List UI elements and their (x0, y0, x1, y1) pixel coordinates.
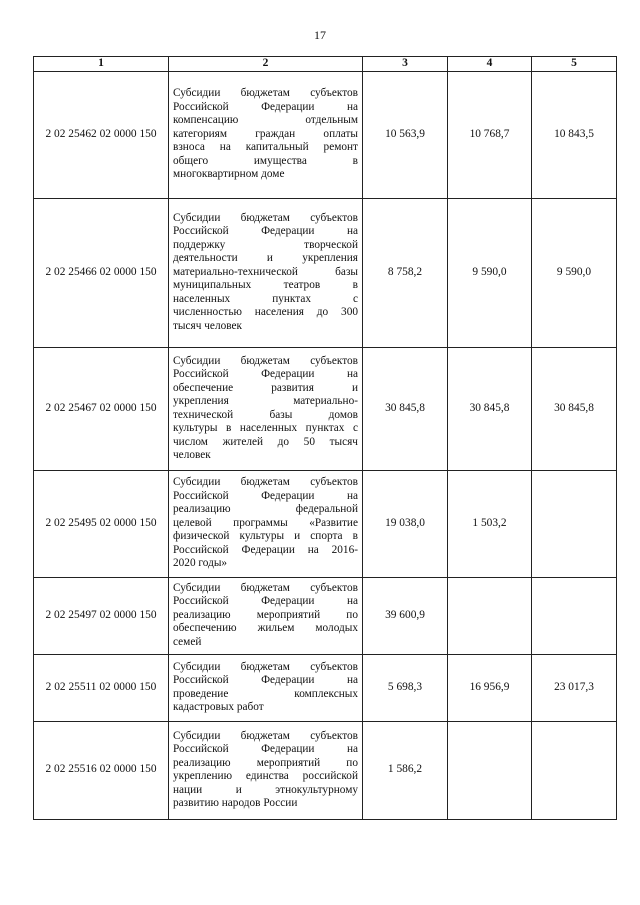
amount-cell-col3: 1 586,2 (363, 721, 448, 819)
amount-cell-col5: 9 590,0 (532, 198, 617, 347)
table-row (34, 347, 617, 470)
description-line: целевой программы «Развитие (173, 516, 358, 529)
table-row (34, 654, 617, 721)
description-line: человек (173, 449, 211, 462)
description-cell (169, 654, 363, 721)
description-line: кадастровых работ (173, 701, 264, 714)
amount-cell-col3: 10 563,9 (363, 71, 448, 198)
description-line: компенсацию отдельным (173, 114, 358, 127)
description-line: проведение комплексных (173, 687, 358, 700)
table-row (34, 721, 617, 819)
description-line: Российской Федерации на (173, 489, 358, 502)
amount-cell-col5: 30 845,8 (532, 347, 617, 470)
budget-code-cell: 2 02 25516 02 0000 150 (34, 721, 169, 819)
amount-cell-col5 (532, 577, 617, 654)
amount-cell-col5 (532, 721, 617, 819)
description-line: укрепления материально- (173, 395, 358, 408)
page-number: 17 (314, 28, 326, 42)
amount-cell-col3: 39 600,9 (363, 577, 448, 654)
column-header-3: 3 (363, 57, 448, 72)
description-cell (169, 470, 363, 577)
description-line: реализацию мероприятий по (173, 756, 358, 769)
table-row (34, 470, 617, 577)
description-line: технической базы домов (173, 408, 358, 421)
amount-cell-col5 (532, 470, 617, 577)
description-line: деятельности и укрепления (173, 252, 358, 265)
description-line: Российской Федерации на (173, 368, 358, 381)
description-line: Субсидии бюджетам субъектов (173, 354, 358, 367)
description-line: взноса на капитальный ремонт (173, 141, 358, 154)
description-line: поддержку творческой (173, 238, 358, 251)
description-line: населенных пунктах с (173, 292, 358, 305)
amount-cell-col3: 8 758,2 (363, 198, 448, 347)
description-line: нации и этнокультурному (173, 783, 358, 796)
description-line: реализацию мероприятий по (173, 608, 358, 621)
amount-cell-col5: 23 017,3 (532, 654, 617, 721)
description-line: Субсидии бюджетам субъектов (173, 476, 358, 489)
description-line: обеспечению жильем молодых (173, 622, 358, 635)
description-line: Субсидии бюджетам субъектов (173, 660, 358, 673)
column-header-5: 5 (532, 57, 617, 72)
budget-code-cell: 2 02 25466 02 0000 150 (34, 198, 169, 347)
table-row (34, 198, 617, 347)
table-row (34, 71, 617, 198)
description-line: Российской Федерации на (173, 225, 358, 238)
description-cell (169, 721, 363, 819)
description-line: реализацию федеральной (173, 503, 358, 516)
description-line: физической культуры и спорта в (173, 530, 358, 543)
column-header-2: 2 (169, 57, 363, 72)
amount-cell-col3: 19 038,0 (363, 470, 448, 577)
budget-table (33, 56, 617, 820)
description-line: обеспечение развития и (173, 381, 358, 394)
description-line: семей (173, 635, 202, 648)
budget-code-cell: 2 02 25467 02 0000 150 (34, 347, 169, 470)
description-line: Российской Федерации на 2016- (173, 543, 358, 556)
description-line: многоквартирном доме (173, 168, 285, 181)
description-line: Российской Федерации на (173, 743, 358, 756)
description-line: числом жителей до 50 тысяч (173, 435, 358, 448)
amount-cell-col3: 30 845,8 (363, 347, 448, 470)
description-line: Российской Федерации на (173, 100, 358, 113)
description-line: материально-технической базы (173, 265, 358, 278)
amount-cell-col4: 16 956,9 (448, 654, 532, 721)
amount-cell-col3: 5 698,3 (363, 654, 448, 721)
amount-cell-col4: 1 503,2 (448, 470, 532, 577)
budget-code-cell: 2 02 25495 02 0000 150 (34, 470, 169, 577)
description-line: общего имущества в (173, 154, 358, 167)
description-cell (169, 577, 363, 654)
description-line: тысяч человек (173, 319, 242, 332)
description-line: укреплению единства российской (173, 770, 358, 783)
description-line: Субсидии бюджетам субъектов (173, 87, 358, 100)
column-header-4: 4 (448, 57, 532, 72)
description-line: муниципальных театров в (173, 279, 358, 292)
table-header-row (34, 57, 617, 72)
description-cell (169, 347, 363, 470)
description-cell (169, 71, 363, 198)
description-line: численностью населения до 300 (173, 306, 358, 319)
description-cell (169, 198, 363, 347)
description-line: Субсидии бюджетам субъектов (173, 729, 358, 742)
amount-cell-col4 (448, 577, 532, 654)
budget-code-cell: 2 02 25462 02 0000 150 (34, 71, 169, 198)
description-line: Российской Федерации на (173, 674, 358, 687)
column-header-1: 1 (34, 57, 169, 72)
description-line: 2020 годы» (173, 557, 228, 570)
budget-code-cell: 2 02 25497 02 0000 150 (34, 577, 169, 654)
description-line: Субсидии бюджетам субъектов (173, 581, 358, 594)
amount-cell-col4: 10 768,7 (448, 71, 532, 198)
budget-code-cell: 2 02 25511 02 0000 150 (34, 654, 169, 721)
amount-cell-col4 (448, 721, 532, 819)
description-line: развитию народов России (173, 797, 298, 810)
amount-cell-col4: 30 845,8 (448, 347, 532, 470)
amount-cell-col4: 9 590,0 (448, 198, 532, 347)
description-line: категориям граждан оплаты (173, 127, 358, 140)
description-line: культуры в населенных пунктах с (173, 422, 358, 435)
amount-cell-col5: 10 843,5 (532, 71, 617, 198)
description-line: Российской Федерации на (173, 595, 358, 608)
table-row (34, 577, 617, 654)
description-line: Субсидии бюджетам субъектов (173, 211, 358, 224)
